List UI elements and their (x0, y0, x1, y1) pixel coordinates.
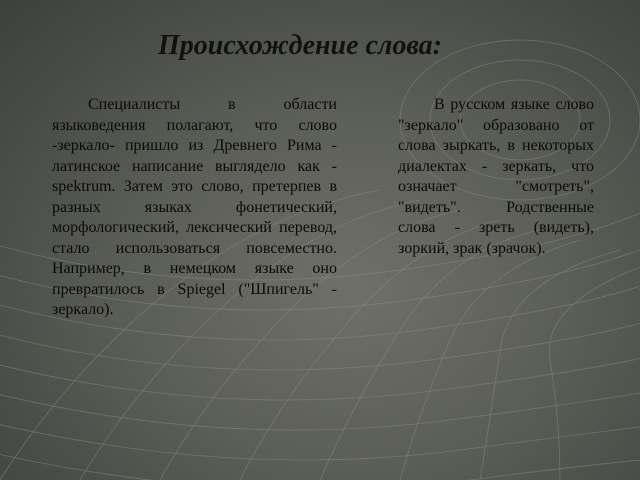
right-text-column (398, 95, 594, 259)
left-text-column (52, 95, 337, 321)
right-paragraph: В русском языке слово "зеркало" образовано от слова зыркать, в некоторых диалектах - зеркать, что означает "смотреть", "видеть". Родственные слова - зреть (видеть), зоркий, зрак (зрачок). (398, 96, 594, 257)
slide-title: Происхождение слова: (158, 30, 442, 61)
left-paragraph: Специалисты в области языковедения полагают, что слово -зеркало- пришло из Древнего Рима - латинское написание выглядело как - spektrum. Затем это слово, претерпев в разных языках фонетический, морфологический, лексический перевод, стало использоваться повсеместно. Например, в немецком языке оно превратилось в Spiegel ("Шпигель" - зеркало). (52, 96, 337, 318)
